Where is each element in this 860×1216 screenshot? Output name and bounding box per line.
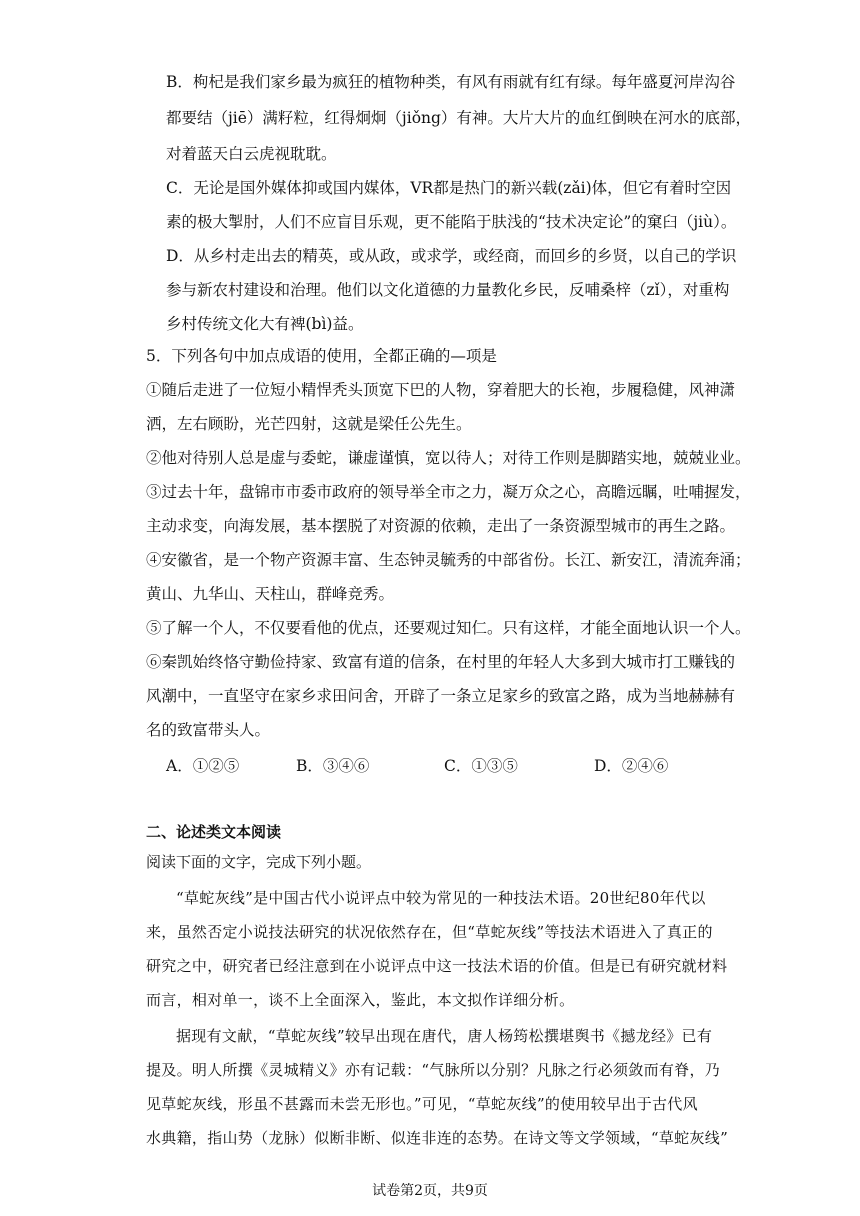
page-footer: 试卷第2页，共9页 bbox=[372, 1183, 488, 1199]
passage-line: 研究之中，研究者已经注意到在小说评点中这一技法术语的价值。但是已有研究就材料 bbox=[146, 957, 728, 975]
text-line: 名的致富带头人。 bbox=[146, 721, 271, 739]
section-title: 二、论述类文本阅读 bbox=[146, 823, 282, 841]
text-line: 都要结（jiē）满籽粒，红得炯炯（jiǒng）有神。大片大片的血红倒映在河水的底部， bbox=[166, 109, 751, 127]
instruction-text: 阅读下面的文字，完成下列小题。 bbox=[146, 853, 372, 871]
text-line: C．无论是国外媒体抑或国内媒体，VR都是热门的新兴载(zǎi)体，但它有着时空因 bbox=[166, 179, 732, 197]
text-line: 洒，左右顾盼，光芒四射，这就是梁任公先生。 bbox=[146, 415, 472, 433]
passage-line: 而言，相对单一，谈不上全面深入，鉴此，本文拟作详细分析。 bbox=[146, 991, 575, 1009]
text-line: ④安徽省，是一个物产资源丰富、生态钟灵毓秀的中部省份。长江、新安江，清流奔涌； bbox=[146, 551, 751, 569]
text-line: B．枸杞是我们家乡最为疯狂的植物种类，有风有雨就有红有绿。每年盛夏河岸沟谷 bbox=[166, 73, 736, 91]
text-line: 乡村传统文化大有裨(bì)益。 bbox=[166, 315, 364, 333]
passage-line: 提及。明人所撰《灵城精义》亦有记载：“气脉所以分别？凡脉之行必须敛而有脊，乃 bbox=[146, 1061, 721, 1079]
text-line: 风潮中，一直坚守在家乡求田问舍，开辟了一条立足家乡的致富之路，成为当地赫赫有 bbox=[146, 687, 736, 705]
text-line: ①随后走进了一位短小精悍秃头顶宽下巴的人物，穿着肥大的长袍，步履稳健，风神潇 bbox=[146, 381, 736, 399]
text-line: 参与新农村建设和治理。他们以文化道德的力量教化乡民，反哺桑梓（zǐ），对重构 bbox=[166, 281, 730, 299]
text-line: 主动求变，向海发展，基本摆脱了对资源的依赖，走出了一条资源型城市的再生之路。 bbox=[146, 517, 736, 535]
answer-option: B．③④⑥ bbox=[296, 757, 370, 775]
answer-option: D．②④⑥ bbox=[594, 757, 669, 775]
text-line: 对着蓝天白云虎视耽耽。 bbox=[166, 145, 337, 163]
passage-line: “草蛇灰线”是中国古代小说评点中较为常见的一种技法术语。20世纪80年代以 bbox=[176, 889, 706, 907]
text-line: 素的极大掣肘，人们不应盲目乐观，更不能陷于肤浅的“技术决定论”的窠臼（jiù）。 bbox=[166, 213, 737, 231]
passage-line: 水典籍，指山势（龙脉）似断非断、似连非连的态势。在诗文等文学领域，“草蛇灰线” bbox=[146, 1129, 729, 1147]
text-line: ⑤了解一个人，不仅要看他的优点，还要观过知仁。只有这样，才能全面地认识一个人。 bbox=[146, 619, 751, 637]
text-line: D．从乡村走出去的精英，或从政，或求学，或经商，而回乡的乡贤，以自己的学识 bbox=[166, 247, 737, 265]
text-line: ②他对待别人总是虚与委蛇，谦虚谨慎，宽以待人；对待工作则是脚踏实地，兢兢业业。 bbox=[146, 449, 751, 467]
passage-line: 见草蛇灰线，形虽不甚露而未尝无形也。”可见，“草蛇灰线”的使用较早出于古代风 bbox=[146, 1095, 698, 1113]
text-line: 5．下列各句中加点成语的使用，全都正确的—项是 bbox=[146, 347, 497, 365]
answer-option: C．①③⑤ bbox=[444, 757, 518, 775]
passage-line: 据现有文献，“草蛇灰线”较早出现在唐代，唐人杨筠松撰堪舆书《撼龙经》已有 bbox=[176, 1027, 713, 1045]
text-line: ⑥秦凯始终恪守勤俭持家、致富有道的信条，在村里的年轻人大多到大城市打工赚钱的 bbox=[146, 653, 736, 671]
passage-line: 来，虽然否定小说技法研究的状况依然存在，但“草蛇灰线”等技法术语进入了真正的 bbox=[146, 923, 713, 941]
text-line: ③过去十年，盘锦市市委市政府的领导举全市之力，凝万众之心，高瞻远瞩，吐哺握发， bbox=[146, 483, 751, 501]
text-line: 黄山、九华山、天柱山，群峰竞秀。 bbox=[146, 585, 395, 603]
answer-option: A．①②⑤ bbox=[166, 757, 240, 775]
